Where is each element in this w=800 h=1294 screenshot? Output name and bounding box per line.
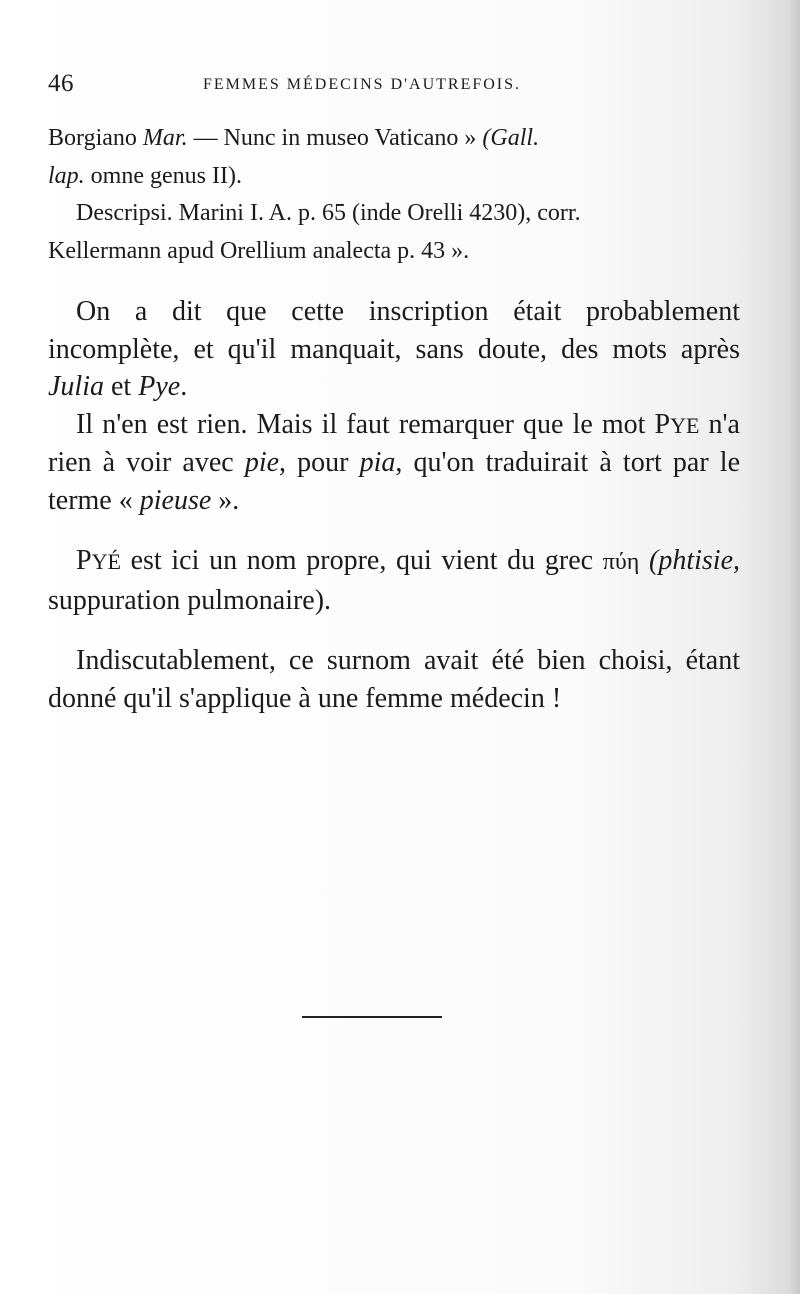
paragraph-4: Indiscutablement, ce surnom avait été bien choisi, étant donné qu'il s'applique à une femme médecin ! [48, 645, 740, 714]
greek-word: πύη [602, 549, 640, 575]
julia-italic: Julia [48, 371, 104, 402]
page-number: 46 [48, 70, 74, 97]
small-caps-pye: YE [670, 412, 700, 438]
citation-line-1: Borgiano Mar. — Nunc in museo Vaticano » (Gall. [48, 125, 540, 151]
phtisie-italic: (phtisie, [649, 545, 741, 576]
paragraph-1: On a dit que cette inscription était probablement incomplète, et qu'il manquait, sans doute, des mots après Julia et Pye. [48, 296, 740, 402]
paragraph-3: PYÉ est ici un nom propre, qui vient du grec πύη (phtisie, suppuration pulmonaire). [48, 545, 741, 616]
citation-gall: (Gall. [482, 125, 540, 151]
running-title: FEMMES MÉDECINS D'AUTREFOIS. [203, 76, 522, 93]
page-edge-shadow [788, 0, 800, 1294]
pye-italic: Pye [138, 371, 181, 402]
pieuse-italic: pieuse [139, 484, 212, 516]
citation-block [48, 120, 740, 270]
end-rule [302, 1016, 442, 1018]
page-body [48, 120, 740, 717]
pia-italic: pia [359, 447, 396, 478]
citation-mar: Mar. [142, 125, 188, 151]
page-header [48, 70, 738, 100]
citation-line-2: lap. omne genus II). [48, 162, 242, 189]
citation-line-3: Descripsi. Marini I. A. p. 65 (inde Orelli 4230), corr. [76, 200, 581, 226]
citation-lap: lap. [48, 162, 85, 189]
small-caps-ye: YÉ [91, 549, 121, 574]
pie-italic: pie [244, 447, 280, 478]
citation-line-4: Kellermann apud Orellium analecta p. 43 ». [48, 237, 470, 264]
paragraph-2: Il n'en est rien. Mais il faut remarquer que le mot PYE n'a rien à voir avec pie, pour pia, qu'on traduirait à tort par le terme « pieuse ». [48, 408, 740, 516]
